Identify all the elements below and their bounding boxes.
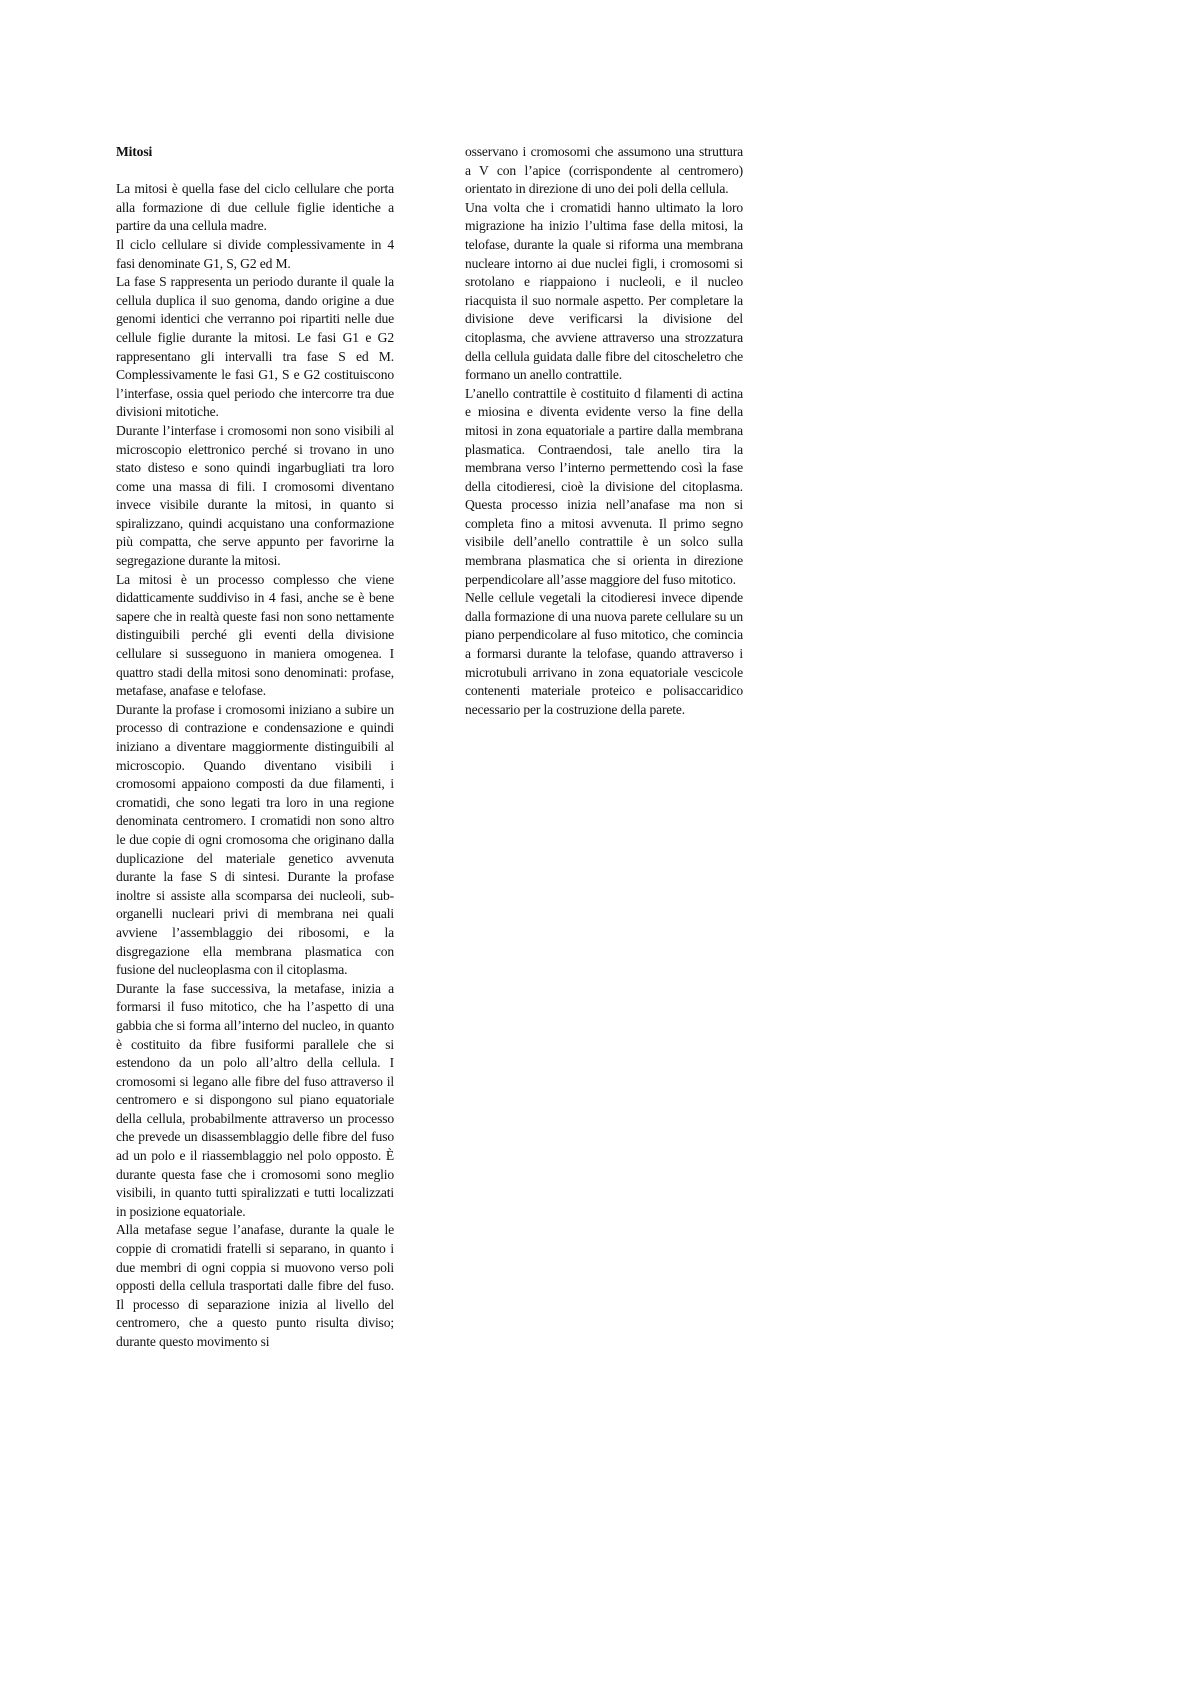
- paragraph: Durante la fase successiva, la metafase, inizia a formarsi il fuso mitotico, che ha l’aspetto di una gabbia che si forma all’interno del nucleo, in quanto è costituito da fibre fusiformi parallele che si estendono da un polo all’altro della cellula. I cromosomi si legano alle fibre del fuso attraverso il centromero e si dispongono sul piano equatoriale della cellula, probabilmente attraverso un processo che prevede un disassemblaggio delle fibre del fuso ad un polo e il riassemblaggio nel polo opposto. È durante questa fase che i cromosomi sono meglio visibili, in quanto tutti spiralizzati e tutti localizzati in posizione equatoriale.: [116, 980, 394, 1219]
- left-column: [116, 143, 394, 1352]
- paragraph: La mitosi è un processo complesso che viene didatticamente suddiviso in 4 fasi, anche se è bene sapere che in realtà queste fasi non sono nettamente distinguibili perché gli eventi della divisione cellulare si susseguono in maniera omogenea. I quattro stadi della mitosi sono denominati: profase, metafase, anafase e telofase.: [116, 571, 394, 699]
- paragraph: L’anello contrattile è costituito d filamenti di actina e miosina e diventa evidente verso la fine della mitosi in zona equatoriale a partire dalla membrana plasmatica. Contraendosi, tale anello tira la membrana verso l’interno permettendo così la fase della citodieresi, cioè la divisione del citoplasma. Questa processo inizia nell’anafase ma non si completa fino a mitosi avvenuta. Il primo segno visibile dell’anello contrattile è un solco sulla membrana plasmatica che si orienta in direzione perpendicolare all’asse maggiore del fuso mitotico.: [465, 385, 743, 587]
- paragraph: osservano i cromosomi che assumono una struttura a V con l’apice (corrispondente al centromero) orientato in direzione di uno dei poli della cellula.: [465, 144, 743, 197]
- paragraph: Una volta che i cromatidi hanno ultimato la loro migrazione ha inizio l’ultima fase della mitosi, la telofase, durante la quale si riforma una membrana nucleare intorno ai due nuclei figli, i cromosomi si srotolano e riappaiono i nucleoli, e il nucleo riacquista il suo normale aspetto. Per completare la divisione deve verificarsi la divisione del citoplasma, che avviene attraverso una strozzatura della cellula guidata dalle fibre del citoscheletro che formano un anello contrattile.: [465, 199, 743, 383]
- paragraph: La mitosi è quella fase del ciclo cellulare che porta alla formazione di due cellule figlie identiche a partire da una cellula madre.: [116, 181, 394, 234]
- paragraph: Durante l’interfase i cromosomi non sono visibili al microscopio elettronico perché si trovano in uno stato disteso e sono quindi ingarbugliati tra loro come una massa di fili. I cromosomi diventano invece visibile durante la mitosi, in quanto si spiralizzano, quindi acquistano una conformazione più compatta, che serve appunto per favorirne la segregazione durante la mitosi.: [116, 422, 394, 569]
- paragraph: Durante la profase i cromosomi iniziano a subire un processo di contrazione e condensazione e quindi iniziano a diventare maggiormente distinguibili al microscopio. Quando diventano visibili i cromosomi appaiono composti da due filamenti, i cromatidi, che sono legati tra loro in una regione denominata centromero. I cromatidi non sono altro le due copie di ogni cromosoma che originano dalla duplicazione del materiale genetico avvenuta durante la fase S di sintesi. Durante la profase inoltre si assiste alla scomparsa dei nucleoli, sub-organelli nucleari privi di membrana nei quali avviene l’assemblaggio dei ribosomi, e la disgregazione ella membrana plasmatica con fusione del nucleoplasma con il citoplasma.: [116, 701, 394, 978]
- right-column: [465, 143, 743, 719]
- page-title: Mitosi: [116, 144, 153, 159]
- paragraph: La fase S rappresenta un periodo durante il quale la cellula duplica il suo genoma, dando origine a due genomi identici che verranno poi ripartiti nelle due cellule figlie durante la mitosi. Le fasi G1 e G2 rappresentano gli intervalli tra fase S ed M. Complessivamente le fasi G1, S e G2 costituiscono l’interfase, ossia quel periodo che intercorre tra due divisioni mitotiche.: [116, 274, 394, 420]
- paragraph: Alla metafase segue l’anafase, durante la quale le coppie di cromatidi fratelli si separano, in quanto i due membri di ogni coppia si muovono verso poli opposti della cellula trasportati dalle fibre del fuso. Il processo di separazione inizia al livello del centromero, che a questo punto risulta diviso; durante questo movimento si: [116, 1222, 394, 1349]
- paragraph: Nelle cellule vegetali la citodieresi invece dipende dalla formazione di una nuova parete cellulare su un piano perpendicolare al fuso mitotico, che comincia a formarsi durante la telofase, quando attraverso i microtubuli arrivano in zona equatoriale vescicole contenenti materiale proteico e polisaccaridico necessario per la costruzione della parete.: [465, 590, 743, 717]
- paragraph: Il ciclo cellulare si divide complessivamente in 4 fasi denominate G1, S, G2 ed M.: [116, 236, 394, 271]
